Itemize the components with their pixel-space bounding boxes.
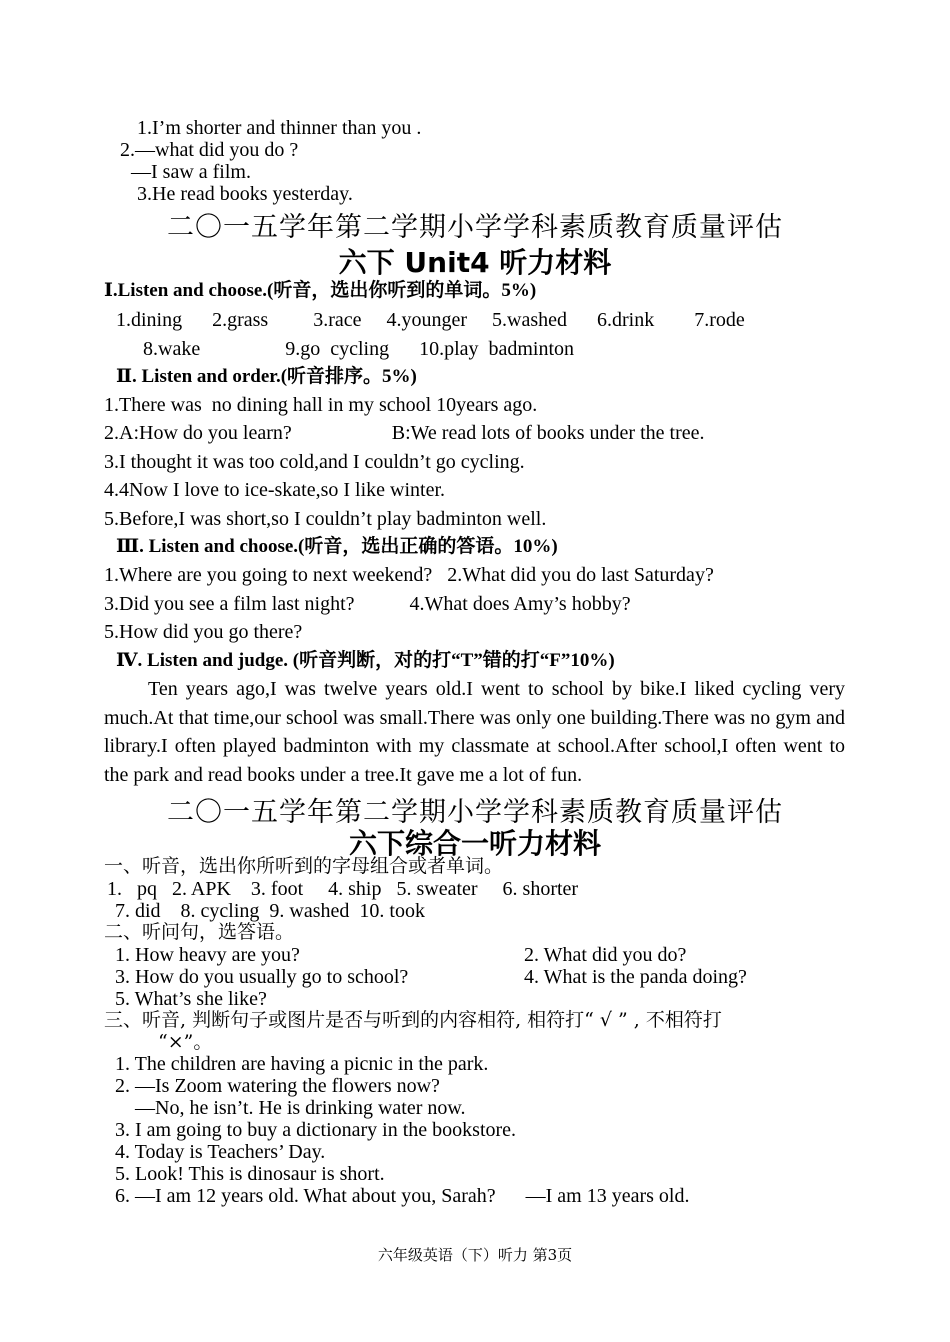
unit4-section2-heading: Ⅱ. Listen and order.(听音排序。5%)	[116, 366, 417, 387]
comp1-part2-question: 1. How heavy are you?	[115, 944, 300, 966]
unit4-section1-heading: Ⅰ.Listen and choose.(听音，选出你听到的单词。5%)	[104, 280, 537, 301]
unit4-section2-item: 4.4Now I love to ice-skate,so I like winter.	[104, 479, 446, 501]
unit4-section1-line1: 1.dining 2.grass 3.race 4.younger 5.washed 6.drink 7.rode	[116, 309, 745, 331]
top-line-3: —I saw a film.	[131, 161, 251, 183]
comp1-part3-heading-cont: “×”。	[158, 1031, 213, 1053]
comp1-part3-item: 6. —I am 12 years old. What about you, Sarah? —I am 13 years old.	[115, 1185, 690, 1207]
comp1-part3-item: 5. Look! This is dinosaur is short.	[115, 1163, 385, 1185]
comp1-part2-question: 3. How do you usually go to school?	[115, 966, 409, 988]
top-line-4: 3.He read books yesterday.	[137, 183, 353, 205]
comp1-part1-heading: 一、听音，选出你所听到的字母组合或者单词。	[104, 855, 504, 877]
comp1-title-1: 二〇一五学年第二学期小学学科素质教育质量评估	[167, 797, 783, 828]
comp1-title-2: 六下综合一听力材料	[348, 827, 601, 860]
comp1-part3-item: 1. The children are having a picnic in the park.	[115, 1053, 489, 1075]
top-line-1: 1.I’m shorter and thinner than you .	[137, 117, 422, 139]
unit4-section2-item: 3.I thought it was too cold,and I couldn’t go cycling.	[104, 451, 525, 473]
unit4-section4-heading: Ⅳ. Listen and judge. (听音判断，对的打“T”错的打“F”10%)	[116, 650, 615, 671]
comp1-part3-item: 4. Today is Teachers’ Day.	[115, 1141, 326, 1163]
unit4-section3-item: 5.How did you go there?	[104, 621, 303, 643]
comp1-part1-line2: 7. did 8. cycling 9. washed 10. took	[115, 900, 425, 922]
comp1-part2-question: 5. What’s she like?	[115, 988, 267, 1010]
comp1-part3-item: 2. —Is Zoom watering the flowers now?	[115, 1075, 440, 1097]
top-line-2: 2.—what did you do ?	[120, 139, 299, 161]
comp1-part3-item: 3. I am going to buy a dictionary in the bookstore.	[115, 1119, 517, 1141]
unit4-section2-item: 1.There was no dining hall in my school 10years ago.	[104, 394, 538, 416]
comp1-part2-question: 4. What is the panda doing?	[524, 966, 747, 988]
unit4-section3-item: 1.Where are you going to next weekend? 2.What did you do last Saturday?	[104, 564, 714, 586]
page-footer: 六年级英语（下）听力 第3页	[377, 1246, 573, 1264]
unit4-title-2: 六下 Unit4 听力材料	[338, 246, 612, 279]
comp1-part3-item: —No, he isn’t. He is drinking water now.	[135, 1097, 466, 1119]
comp1-part2-question: 2. What did you do?	[524, 944, 687, 966]
unit4-title-1: 二〇一五学年第二学期小学学科素质教育质量评估	[167, 212, 783, 243]
unit4-section2-item: 2.A:How do you learn? B:We read lots of books under the tree.	[104, 422, 705, 444]
unit4-section1-line2: 8.wake 9.go cycling 10.play badminton	[143, 338, 575, 360]
unit4-section3-item: 3.Did you see a film last night? 4.What does Amy’s hobby?	[104, 593, 631, 615]
unit4-section3-heading: Ⅲ. Listen and choose.(听音，选出正确的答语。10%)	[116, 536, 558, 557]
unit4-section2-item: 5.Before,I was short,so I couldn’t play badminton well.	[104, 508, 547, 530]
comp1-part3-heading: 三、听音, 判断句子或图片是否与听到的内容相符, 相符打“ √ ” , 不相符打	[104, 1009, 722, 1031]
comp1-part2-heading: 二、听问句，选答语。	[104, 921, 295, 943]
unit4-section4-paragraph: Ten years ago,I was twelve years old.I went to school by bike.I liked cycling very much.At that time,our school was small.There was only one building.There was no gym and library.I often played badminton with my classmate at school.After school,I often went to the park and read books under a tree.It gave me a lot of fun.	[104, 678, 845, 786]
comp1-part1-line1: 1. pq 2. APK 3. foot 4. ship 5. sweater 6. shorter	[107, 878, 579, 900]
